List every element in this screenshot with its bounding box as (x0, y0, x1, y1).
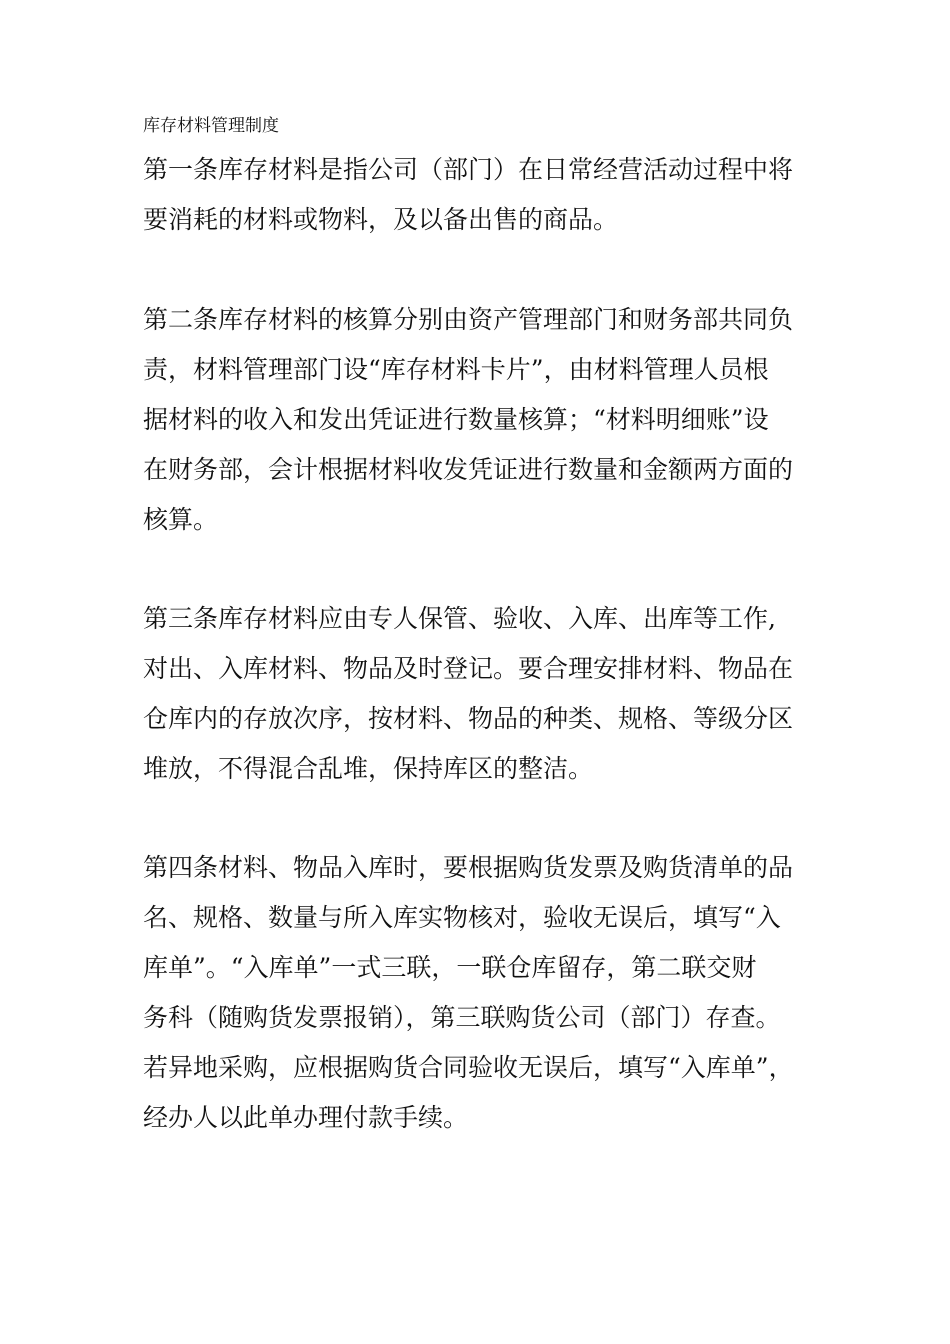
article-4-line-4: 务科（随购货发票报销），第三联购货公司（部门）存查。 (143, 1003, 781, 1032)
article-4-line-3: 库单”。“入库单”一式三联，一联仓库留存，第二联交财 (143, 953, 757, 982)
article-3-line-4: 堆放，不得混合乱堆，保持库区的整洁。 (143, 754, 594, 783)
article-3-line-3: 仓库内的存放次序，按材料、物品的种类、规格、等级分区 (143, 704, 794, 733)
article-4-line-2: 名、规格、数量与所入库实物核对，验收无误后，填写“入 (143, 903, 781, 932)
article-1-line-2: 要消耗的材料或物料，及以备出售的商品。 (143, 205, 619, 234)
article-4-line-6: 经办人以此单办理付款手续。 (143, 1103, 469, 1132)
article-4-line-1: 第四条材料、物品入库时，要根据购货发票及购货清单的品 (143, 853, 794, 882)
article-1-line-1: 第一条库存材料是指公司（部门）在日常经营活动过程中将 (143, 155, 794, 184)
article-3-line-1: 第三条库存材料应由专人保管、验收、入库、出库等工作, (143, 604, 776, 633)
document-title: 库存材料管理制度 (143, 116, 279, 136)
article-2-line-2: 责，材料管理部门设“库存材料卡片”，由材料管理人员根 (143, 355, 769, 384)
article-2-line-3: 据材料的收入和发出凭证进行数量核算；“材料明细账”设 (143, 405, 769, 434)
article-4-line-5: 若异地采购，应根据购货合同验收无误后，填写“入库单”， (143, 1053, 794, 1082)
article-2-line-5: 核算。 (143, 505, 219, 534)
article-2-line-4: 在财务部，会计根据材料收发凭证进行数量和金额两方面的 (143, 455, 794, 484)
article-3-line-2: 对出、入库材料、物品及时登记。要合理安排材料、物品在 (143, 654, 794, 683)
article-2-line-1: 第二条库存材料的核算分别由资产管理部门和财务部共同负 (143, 305, 794, 334)
